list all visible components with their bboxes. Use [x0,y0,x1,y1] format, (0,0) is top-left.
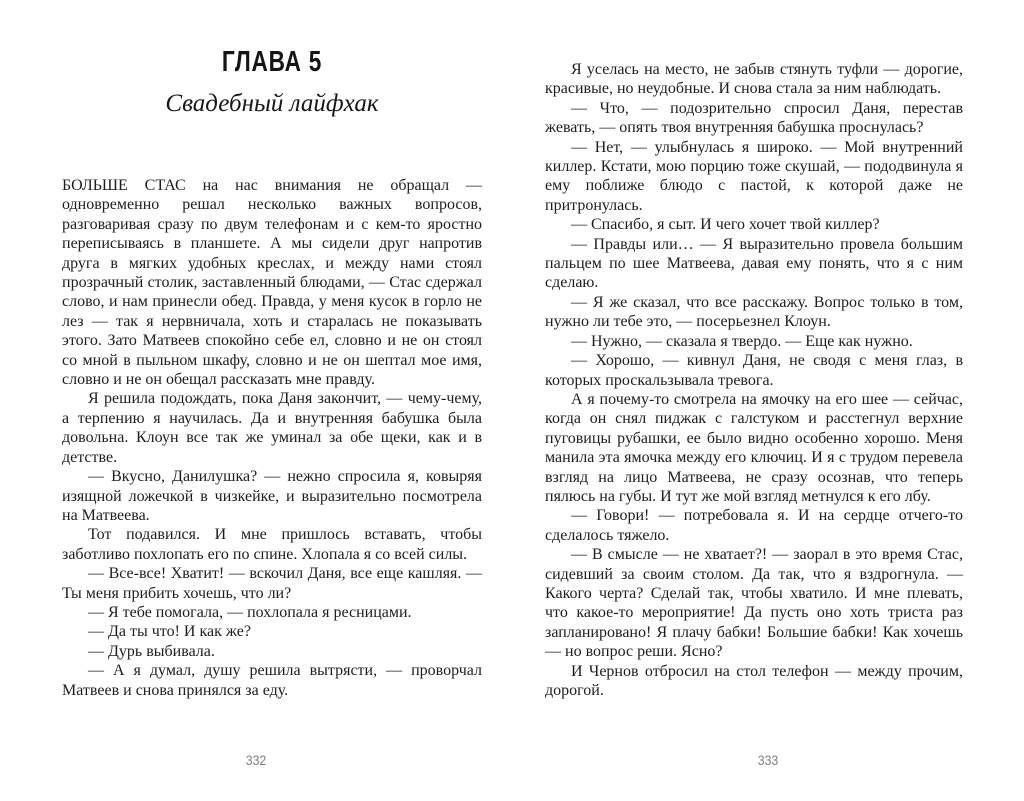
paragraph: — В смысле — не хватает?! — заорал в это время Стас, сидевший за своим столом. Да так, что я вздрогнула. — Какого черта? Сделай так, чтобы хватило. И мне плевать, что какое-то мероприятие! Да пусть оно хоть триста раз запланировано! Я плачу бабки! Большие бабки! Как хочешь — но вопрос реши. Ясно? [545,546,963,661]
paragraph: — Хорошо, — кивнул Даня, не сводя с меня глаз, в которых проскальзывала тревога. [545,352,963,389]
page-right-body-text [545,60,963,700]
page-left-body-text [62,176,482,700]
paragraph: Тот подавился. И мне пришлось вставать, чтобы заботливо похлопать его по спине. Хлопала я со всей силы. [62,526,482,563]
page-right [545,0,963,801]
paragraph: Я решила подождать, пока Даня закончит, — чему-чему, а терпению я научилась. Да и внутренняя бабушка была довольна. Клоун все так же уминал за обе щеки, как и в детстве. [62,390,482,466]
chapter-heading: ГЛАВА 5 [221,46,323,78]
paragraph: — Говори! — потребовала я. И на сердце отчего-то сделалось тяжело. [545,507,963,544]
paragraph: — Что, — подозрительно спросил Даня, перестав жевать, — опять твоя внутренняя бабушка проснулась? [545,99,963,137]
paragraph: БОЛЬШЕ СТАС на нас внимания не обращал — одновременно решал несколько важных вопросов, разговаривая сразу по двум телефонам и с кем-то яростно переписываясь в планшете. А мы сидели друг напротив друга в мягких удобных креслах, и между нами стоял прозрачный столик, заставленный блюдами, — Стас сдержал слово, и нам принесли обед. Правда, у меня кусок в горло не лез — так я нервничала, хоть и старалась не показывать этого. Зато Матвеев спокойно себе ел, словно и не он стоял со мной в пыльном шкафу, словно и не он шептал мое имя, словно и не он обещал рассказать мне правду. [62,177,482,389]
page-number-left: 332 [245,752,267,768]
paragraph: Я уселась на место, не забыв стянуть туфли — дорогие, красивые, но неудобные. И снова стала за ним наблюдать. [545,61,963,98]
paragraph: — Нет, — улыбнулась я широко. — Мой внутренний киллер. Кстати, мою порцию тоже скушай, — пододвинула я ему поближе блюдо с пастой, к которой даже не притронулась. [545,138,963,214]
page-number-right: 333 [757,752,779,768]
paragraph: А я почему-то смотрела на ямочку на его шее — сейчас, когда он снял пиджак с галстуком и расстегнул верхние пуговицы рубашки, ее было видно особенно хорошо. Меня манила эта ямочка между его ключиц. И я с трудом перевела взгляд на лицо Матвеева, не сразу осознав, что теперь пялюсь на губы. И тут же мой взгляд метнулся к его лбу. [545,390,963,505]
paragraph: — Да ты что! И как же? [88,623,251,641]
page-left [62,0,482,801]
paragraph: — А я думал, душу решила вытрясти, — проворчал Матвеев и снова принялся за еду. [62,662,482,699]
paragraph: — Вкусно, Данилушка? — нежно спросила я, ковыряя изящной ложечкой в чизкейке, и выразительно посмотрела на Матвеева. [62,468,482,524]
paragraph: И Чернов отбросил на стол телефон — между прочим, дорогой. [545,662,963,699]
paragraph: — Я тебе помогала, — похлопала я ресницами. [88,603,412,621]
paragraph: — Спасибо, я сыт. И чего хочет твой киллер? [571,216,880,234]
paragraph: — Дурь выбивала. [88,642,215,660]
chapter-subtitle: Свадебный лайфхак [165,90,379,117]
paragraph: — Правды или… — Я выразительно провела большим пальцем по шее Матвеева, давая ему понять, что я с ним сделаю. [545,235,963,292]
paragraph: — Я же сказал, что все расскажу. Вопрос только в том, нужно ли тебе это, — посерьезнел Клоун. [545,293,963,331]
paragraph: — Нужно, — сказала я твердо. — Еще как нужно. [571,332,913,350]
paragraph: — Все-все! Хватит! — вскочил Даня, все еще кашляя. — Ты меня прибить хочешь, что ли? [62,565,482,602]
